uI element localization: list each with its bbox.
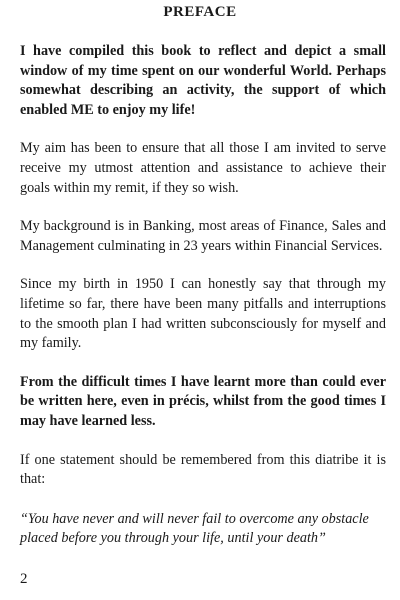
birth-paragraph: Since my birth in 1950 I can honestly say that through my lifetime so far, there have been many pitfalls and interruptions to the smooth plan I had written subconsciously for myself and my family. bbox=[20, 276, 386, 352]
aim-paragraph: My aim has been to ensure that all those I am invited to serve receive my utmost attention and assistance to achieve their goals within my remit, if they so wish. bbox=[20, 140, 386, 196]
statement-paragraph: If one statement should be remembered from this diatribe it is that: bbox=[20, 451, 386, 488]
closing-quote: “You have never and will never fail to overcome any obstacle placed before you through your life, until your death” bbox=[20, 510, 369, 547]
page-title: PREFACE bbox=[163, 4, 237, 20]
intro-paragraph: I have compiled this book to reflect and depict a small window of my time spent on our wonderful World. Perhaps somewhat describing an activity, the support of which enabled ME to enjoy my life! bbox=[20, 43, 386, 118]
background-paragraph: My background is in Banking, most areas of Finance, Sales and Management culminating in 23 years within Financial Services. bbox=[20, 218, 386, 254]
page-number: 2 bbox=[20, 571, 28, 587]
page-body bbox=[20, 42, 386, 568]
difficult-times-paragraph: From the difficult times I have learnt more than could ever be written here, even in précis, whilst from the good times I may have learned less. bbox=[20, 373, 386, 429]
